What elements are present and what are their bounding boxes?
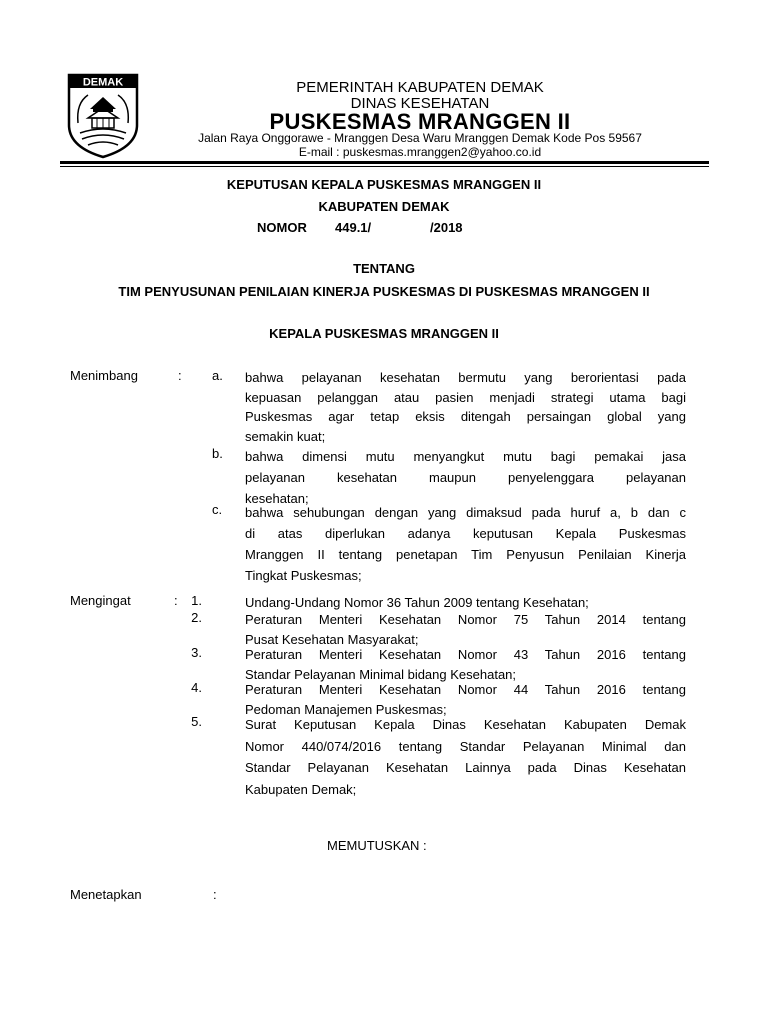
- tentang-heading: TENTANG: [353, 261, 415, 276]
- item-line: Mranggen II tentang penetapan Tim Penyusun Penilaian Kinerja: [245, 547, 686, 562]
- nomor-label: NOMOR: [257, 220, 307, 235]
- item-line: Kabupaten Demak;: [245, 781, 357, 797]
- item-line: Surat Keputusan Kepala Dinas Kesehatan Kabupaten Demak: [245, 717, 686, 732]
- item-line: Peraturan Menteri Kesehatan Nomor 75 Tahun 2014 tentang: [245, 612, 686, 627]
- decree-subject: TIM PENYUSUNAN PENILAIAN KINERJA PUSKESMAS DI PUSKESMAS MRANGGEN II: [118, 284, 650, 299]
- mengingat-item-5: [245, 714, 686, 800]
- agency-name: DINAS KESEHATAN: [350, 95, 490, 112]
- demak-regency-logo: [66, 73, 140, 159]
- item-line: Nomor 440/074/2016 tentang Standar Pelayanan Minimal dan: [245, 738, 686, 754]
- menimbang-marker-b: b.: [212, 446, 223, 461]
- item-line: Tingkat Puskesmas;: [245, 568, 362, 583]
- decree-regency: KABUPATEN DEMAK: [318, 199, 450, 214]
- item-line: bahwa pelayanan kesehatan bermutu yang berorientasi pada: [245, 370, 686, 385]
- header-rule-thick: [60, 161, 709, 164]
- menimbang-item-c: [245, 502, 686, 586]
- mengingat-marker-3: 3.: [191, 645, 202, 660]
- mengingat-marker-4: 4.: [191, 680, 202, 695]
- menimbang-colon: :: [178, 368, 182, 383]
- menimbang-item-a: [245, 368, 686, 446]
- item-line: Puskesmas agar tetap eksis ditengah persaingan global yang: [245, 409, 686, 424]
- nomor-value: 449.1/: [335, 220, 372, 235]
- item-line: Standar Pelayanan Minimal bidang Kesehatan;: [245, 667, 517, 682]
- mengingat-marker-5: 5.: [191, 714, 202, 729]
- mengingat-marker-2: 2.: [191, 610, 202, 625]
- mengingat-marker-1: 1.: [191, 593, 202, 608]
- menimbang-label: Menimbang: [70, 368, 138, 383]
- mengingat-item-3: [245, 645, 686, 685]
- menimbang-marker-c: c.: [212, 502, 223, 517]
- item-line: Peraturan Menteri Kesehatan Nomor 43 Tahun 2016 tentang: [245, 647, 686, 662]
- decree-title: KEPUTUSAN KEPALA PUSKESMAS MRANGGEN II: [226, 177, 542, 192]
- mengingat-colon: :: [174, 593, 178, 608]
- government-name: PEMERINTAH KABUPATEN DEMAK: [296, 79, 544, 96]
- menetapkan-colon: :: [213, 887, 217, 902]
- nomor-year: /2018: [430, 220, 463, 235]
- logo-text: DEMAK: [82, 76, 124, 89]
- mengingat-item-2: [245, 610, 686, 650]
- menimbang-item-b: [245, 446, 686, 509]
- item-line: kesehatan;: [245, 491, 309, 506]
- item-line: Pusat Kesehatan Masyarakat;: [245, 632, 419, 647]
- mengingat-label: Mengingat: [70, 593, 131, 608]
- item-line: bahwa dimensi mutu menyangkut mutu bagi pemakai jasa: [245, 449, 686, 464]
- address: Jalan Raya Onggorawe - Mranggen Desa Waru Mranggen Demak Kode Pos 59567: [198, 131, 642, 145]
- item-line: di atas diperlukan adanya keputusan Kepala Puskesmas: [245, 526, 686, 541]
- item-line: kepuasan pelanggan atau pasien menjadi strategi utama bagi: [245, 389, 686, 405]
- email: E-mail : puskesmas.mranggen2@yahoo.co.id: [298, 145, 542, 159]
- item-line: Undang-Undang Nomor 36 Tahun 2009 tentang Kesehatan;: [245, 595, 589, 610]
- item-line: Standar Pelayanan Kesehatan Lainnya pada Dinas Kesehatan: [245, 760, 686, 775]
- menimbang-marker-a: a.: [212, 368, 223, 383]
- institution-name: PUSKESMAS MRANGGEN II: [269, 109, 571, 134]
- memutuskan-heading: MEMUTUSKAN :: [327, 838, 427, 853]
- item-line: semakin kuat;: [245, 428, 326, 444]
- decree-issuer: KEPALA PUSKESMAS MRANGGEN II: [269, 326, 499, 341]
- header-rule-thin: [60, 166, 709, 167]
- item-line: Pedoman Manajemen Puskesmas;: [245, 702, 447, 717]
- menetapkan-label: Menetapkan: [70, 887, 142, 902]
- item-line: pelayanan kesehatan maupun penyelenggara pelayanan: [245, 470, 686, 485]
- item-line: Peraturan Menteri Kesehatan Nomor 44 Tahun 2016 tentang: [245, 682, 686, 697]
- item-line: bahwa sehubungan dengan yang dimaksud pada huruf a, b dan c: [245, 505, 686, 520]
